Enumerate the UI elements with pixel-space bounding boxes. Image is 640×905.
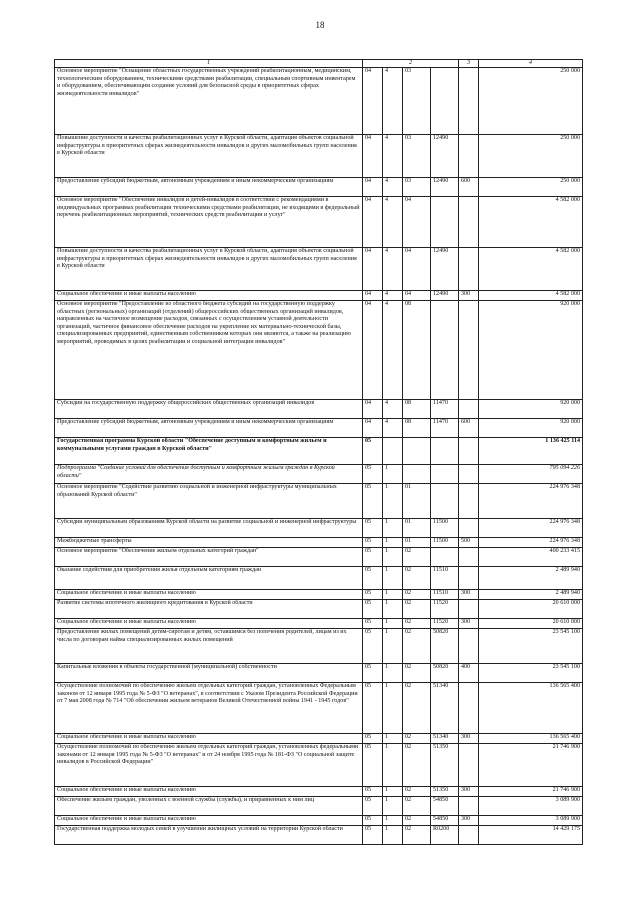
code-d (431, 301, 459, 400)
row-name: Социальное обеспечение и иные выплаты населению (55, 590, 363, 600)
code-c: 02 (403, 787, 431, 797)
code-d: 11510 (431, 590, 459, 600)
code-a: 05 (363, 484, 383, 519)
code-b: 1 (383, 816, 403, 826)
row-amount: 2 489 940 (479, 590, 583, 600)
table-row (55, 291, 583, 301)
row-amount: 224 976 348 (479, 538, 583, 548)
table-row (55, 816, 583, 826)
code-c: 02 (403, 548, 431, 567)
row-name: Межбюджетные трансферты (55, 538, 363, 548)
expense-type (459, 135, 479, 178)
code-c: 03 (403, 178, 431, 197)
code-a: 04 (363, 400, 383, 419)
code-c: 02 (403, 664, 431, 683)
row-name: Повышение доступности и качества реабилитационных услуг в Курской области, адаптация объектов социальной инфраструктуры в приоритетных сферах жизнедеятельности инвалидов и других маломобильных групп населения в Курской области (55, 248, 363, 291)
code-c: 02 (403, 600, 431, 619)
code-d (431, 68, 459, 135)
code-d: 12490 (431, 248, 459, 291)
code-a: 04 (363, 248, 383, 291)
table-row (55, 248, 583, 291)
table-row (55, 600, 583, 619)
row-amount: 920 000 (479, 301, 583, 400)
code-b: 1 (383, 826, 403, 845)
expense-type (459, 197, 479, 248)
row-name: Субсидии муниципальным образованиям Курской области на развитие социальной и инженерной инфраструктуры (55, 519, 363, 538)
row-name: Социальное обеспечение и иные выплаты населению (55, 816, 363, 826)
code-d: 11500 (431, 538, 459, 548)
row-name: Основное мероприятие "Оснащение областных государственных учреждений реабилитационным, медицинским, технологическим оборудованием, техническими средствами реабилитации, специальным спортивным инвентарем и оборудованием, обеспечивающим создание условий для безопасной среды в приоритетных сферах жизнедеятельности инвалидов" (55, 68, 363, 135)
row-name: Обеспечение жильем граждан, уволенных с военной службы (службы), и приравненных к ним лиц (55, 797, 363, 816)
table-row (55, 590, 583, 600)
code-d (431, 438, 459, 465)
code-a: 05 (363, 734, 383, 744)
expense-type (459, 629, 479, 664)
code-c (403, 438, 431, 465)
table-row (55, 484, 583, 519)
row-amount: 1 136 425 114 (479, 438, 583, 465)
page-number: 18 (315, 20, 325, 30)
row-name: Основное мероприятие "Предоставление из областного бюджета субсидий на государственную поддержку областных (региональных) организаций (отделений) общероссийских общественных организаций инвалидов, направленных на частичное возмещение расходов, связанных с осуществлением уставной деятельности организаций, частичное финансовое обеспечение расходов на укрепление их материально-технической базы, специализированных предприятий, единственным собственником которых они являются, а также на реализацию мероприятий, проводимых в целях реабилитации и социальной интеграции инвалидов" (55, 301, 363, 400)
code-c: 01 (403, 484, 431, 519)
code-c: 08 (403, 419, 431, 438)
expense-type: 300 (459, 590, 479, 600)
code-c: 02 (403, 797, 431, 816)
code-c: 02 (403, 629, 431, 664)
table-row (55, 683, 583, 734)
code-d: 51350 (431, 787, 459, 797)
table-row (55, 135, 583, 178)
code-d: 54850 (431, 797, 459, 816)
expense-type (459, 797, 479, 816)
table-row (55, 438, 583, 465)
code-a: 04 (363, 68, 383, 135)
expense-type: 300 (459, 787, 479, 797)
code-b: 4 (383, 178, 403, 197)
code-b: 1 (383, 548, 403, 567)
row-name: Социальное обеспечение и иные выплаты населению (55, 619, 363, 629)
budget-table (54, 59, 583, 845)
row-name: Субсидии на государственную поддержку общероссийских общественных организаций инвалидов (55, 400, 363, 419)
table-row (55, 548, 583, 567)
row-amount: 23 545 100 (479, 629, 583, 664)
row-name: Подпрограмма "Создание условий для обеспечения доступным и комфортным жильем граждан в Курской области" (55, 465, 363, 484)
expense-type (459, 567, 479, 590)
code-d: 51350 (431, 744, 459, 787)
code-c: 02 (403, 619, 431, 629)
code-c: 08 (403, 301, 431, 400)
code-a: 05 (363, 797, 383, 816)
code-d: 51340 (431, 683, 459, 734)
code-b (383, 438, 403, 465)
code-d (431, 465, 459, 484)
expense-type (459, 248, 479, 291)
table-row (55, 797, 583, 816)
header-name: 1 (55, 60, 363, 68)
code-b: 4 (383, 291, 403, 301)
code-b: 1 (383, 590, 403, 600)
row-amount: 21 746 900 (479, 744, 583, 787)
expense-type: 400 (459, 664, 479, 683)
row-amount: 224 976 348 (479, 484, 583, 519)
code-c: 02 (403, 816, 431, 826)
row-name: Социальное обеспечение и иные выплаты населению (55, 734, 363, 744)
code-c: 04 (403, 291, 431, 301)
code-c: 02 (403, 683, 431, 734)
code-d (431, 484, 459, 519)
code-b: 1 (383, 734, 403, 744)
table-row (55, 664, 583, 683)
code-a: 04 (363, 419, 383, 438)
code-b: 1 (383, 538, 403, 548)
row-name: Социальное обеспечение и иные выплаты населению (55, 787, 363, 797)
code-a: 05 (363, 683, 383, 734)
code-a: 04 (363, 291, 383, 301)
code-d: 11510 (431, 567, 459, 590)
row-name: Основное мероприятие "Содействие развитию социальной и инженерной инфраструктуры муниципальных образований Курской области" (55, 484, 363, 519)
expense-type (459, 744, 479, 787)
code-d: 51340 (431, 734, 459, 744)
table-row (55, 826, 583, 845)
table-row (55, 519, 583, 538)
code-d: 12490 (431, 135, 459, 178)
expense-type: 300 (459, 816, 479, 826)
row-name: Развитие системы ипотечного жилищного кредитования в Курской области (55, 600, 363, 619)
row-amount: 250 000 (479, 135, 583, 178)
code-a: 05 (363, 787, 383, 797)
expense-type: 600 (459, 178, 479, 197)
row-amount: 4 582 000 (479, 291, 583, 301)
row-name: Осуществление полномочий по обеспечению жильем отдельных категорий граждан, установленных федеральными законами от 12 января 1995 года № 5-ФЗ "О ветеранах" и от 24 ноября 1995 года № 181-ФЗ "О социальной защите инвалидов в Российской Федерации" (55, 744, 363, 787)
code-d: 12490 (431, 178, 459, 197)
table-row (55, 744, 583, 787)
code-b: 1 (383, 629, 403, 664)
code-b: 1 (383, 600, 403, 619)
header-codes: 2 (363, 60, 459, 68)
table-row (55, 178, 583, 197)
expense-type (459, 465, 479, 484)
code-b: 1 (383, 744, 403, 787)
row-amount: 224 976 348 (479, 519, 583, 538)
table-row (55, 400, 583, 419)
row-amount: 400 233 415 (479, 548, 583, 567)
code-c: 02 (403, 590, 431, 600)
table-row (55, 567, 583, 590)
table-row (55, 419, 583, 438)
code-b: 4 (383, 301, 403, 400)
code-c: 01 (403, 519, 431, 538)
table-row (55, 465, 583, 484)
row-amount: 23 545 100 (479, 664, 583, 683)
expense-type (459, 683, 479, 734)
code-b: 4 (383, 135, 403, 178)
row-amount: 3 089 900 (479, 816, 583, 826)
expense-type (459, 826, 479, 845)
code-b: 4 (383, 68, 403, 135)
expense-type: 600 (459, 419, 479, 438)
code-a: 04 (363, 178, 383, 197)
table-row (55, 301, 583, 400)
row-name: Повышение доступности и качества реабилитационных услуг в Курской области, адаптация объектов социальной инфраструктуры в приоритетных сферах жизнедеятельности инвалидов и других маломобильных групп населения в Курской области (55, 135, 363, 178)
code-d: 50820 (431, 664, 459, 683)
row-amount: 920 000 (479, 400, 583, 419)
code-b: 4 (383, 248, 403, 291)
code-a: 05 (363, 744, 383, 787)
code-a: 05 (363, 619, 383, 629)
code-d (431, 197, 459, 248)
code-b: 1 (383, 683, 403, 734)
row-amount: 795 094 226 (479, 465, 583, 484)
code-b: 1 (383, 465, 403, 484)
code-a: 05 (363, 816, 383, 826)
row-amount: 20 610 000 (479, 619, 583, 629)
code-d: 12490 (431, 291, 459, 301)
row-amount: 136 565 400 (479, 734, 583, 744)
code-c: 08 (403, 400, 431, 419)
code-a: 05 (363, 590, 383, 600)
table-row (55, 197, 583, 248)
table-row (55, 619, 583, 629)
code-c: 01 (403, 538, 431, 548)
row-amount: 14 429 175 (479, 826, 583, 845)
code-a: 05 (363, 465, 383, 484)
code-c: 02 (403, 734, 431, 744)
code-b: 4 (383, 419, 403, 438)
code-d: 54850 (431, 816, 459, 826)
row-name: Государственная поддержка молодых семей в улучшении жилищных условий на территории Курской области (55, 826, 363, 845)
expense-type: 300 (459, 619, 479, 629)
row-amount: 250 000 (479, 68, 583, 135)
code-d: 11470 (431, 400, 459, 419)
table-row (55, 787, 583, 797)
code-b: 1 (383, 519, 403, 538)
code-d: 11470 (431, 419, 459, 438)
row-name: Предоставление субсидий бюджетным, автономным учреждениям и иным некоммерческим организациям (55, 178, 363, 197)
code-d: 50820 (431, 629, 459, 664)
table-row (55, 734, 583, 744)
header-type: 3 (459, 60, 479, 68)
row-name: Предоставление жилых помещений детям-сиротам и детям, оставшимся без попечения родителей, лицам из их числа по договорам найма специализированных жилых помещений (55, 629, 363, 664)
expense-type (459, 519, 479, 538)
code-d: 11500 (431, 519, 459, 538)
code-b: 1 (383, 787, 403, 797)
expense-type (459, 600, 479, 619)
row-amount: 20 610 000 (479, 600, 583, 619)
code-b: 1 (383, 797, 403, 816)
code-a: 05 (363, 519, 383, 538)
code-a: 05 (363, 548, 383, 567)
code-b: 1 (383, 619, 403, 629)
row-name: Оказание содействия для приобретения жилья отдельным категориям граждан (55, 567, 363, 590)
row-amount: 3 089 900 (479, 797, 583, 816)
expense-type: 300 (459, 734, 479, 744)
code-b: 1 (383, 567, 403, 590)
code-b: 4 (383, 400, 403, 419)
code-d: 11520 (431, 619, 459, 629)
code-a: 05 (363, 538, 383, 548)
code-d (431, 548, 459, 567)
row-amount: 920 000 (479, 419, 583, 438)
table-row (55, 629, 583, 664)
expense-type: 300 (459, 291, 479, 301)
row-amount: 21 746 900 (479, 787, 583, 797)
code-d: R0200 (431, 826, 459, 845)
expense-type (459, 438, 479, 465)
code-c: 04 (403, 248, 431, 291)
row-name: Предоставление субсидий бюджетным, автономным учреждениям и иным некоммерческим организациям (55, 419, 363, 438)
expense-type (459, 301, 479, 400)
row-amount: 250 000 (479, 178, 583, 197)
code-c: 02 (403, 567, 431, 590)
code-a: 05 (363, 567, 383, 590)
code-a: 05 (363, 664, 383, 683)
expense-type: 500 (459, 538, 479, 548)
expense-type (459, 548, 479, 567)
code-b: 4 (383, 197, 403, 248)
code-a: 05 (363, 600, 383, 619)
code-c (403, 465, 431, 484)
code-c: 03 (403, 135, 431, 178)
expense-type (459, 400, 479, 419)
row-amount: 136 565 400 (479, 683, 583, 734)
row-name: Основное мероприятие "Обеспечение инвалидов и детей-инвалидов в соответствии с рекомендациями в индивидуальных программах реабилитации техническими средствами реабилитации, не входящими в федеральный перечень реабилитационных мероприятий, технических средств реабилитации и услуг" (55, 197, 363, 248)
row-name: Государственная программа Курской области "Обеспечение доступным и комфортным жильем и коммунальными услугами граждан в Курской области" (55, 438, 363, 465)
code-c: 02 (403, 826, 431, 845)
row-amount: 4 582 000 (479, 197, 583, 248)
code-d: 11520 (431, 600, 459, 619)
table-body (55, 68, 583, 845)
code-a: 05 (363, 629, 383, 664)
code-a: 05 (363, 826, 383, 845)
code-b: 1 (383, 664, 403, 683)
code-a: 04 (363, 301, 383, 400)
table-row (55, 538, 583, 548)
row-name: Социальное обеспечение и иные выплаты населению (55, 291, 363, 301)
code-a: 04 (363, 135, 383, 178)
row-name: Основное мероприятие "Обеспечение жильем отдельных категорий граждан" (55, 548, 363, 567)
row-name: Капитальные вложения в объекты государственной (муниципальной) собственности (55, 664, 363, 683)
code-c: 04 (403, 197, 431, 248)
row-amount: 4 582 000 (479, 248, 583, 291)
code-a: 04 (363, 197, 383, 248)
code-b: 1 (383, 484, 403, 519)
code-c: 02 (403, 744, 431, 787)
row-amount: 2 489 940 (479, 567, 583, 590)
table-row (55, 68, 583, 135)
code-a: 05 (363, 438, 383, 465)
row-name: Осуществление полномочий по обеспечению жильем отдельных категорий граждан, установленных Федеральным законом от 12 января 1995 года № 5-ФЗ "О ветеранах", в соответствии с Указом Президента Российской Федерации от 7 мая 2008 года № 714 "Об обеспечении жильем ветеранов Великой Отечественной войны 1941 - 1945 годов" (55, 683, 363, 734)
code-c: 03 (403, 68, 431, 135)
expense-type (459, 68, 479, 135)
header-amount: 4 (479, 60, 583, 68)
table-header-row (55, 60, 583, 68)
expense-type (459, 484, 479, 519)
